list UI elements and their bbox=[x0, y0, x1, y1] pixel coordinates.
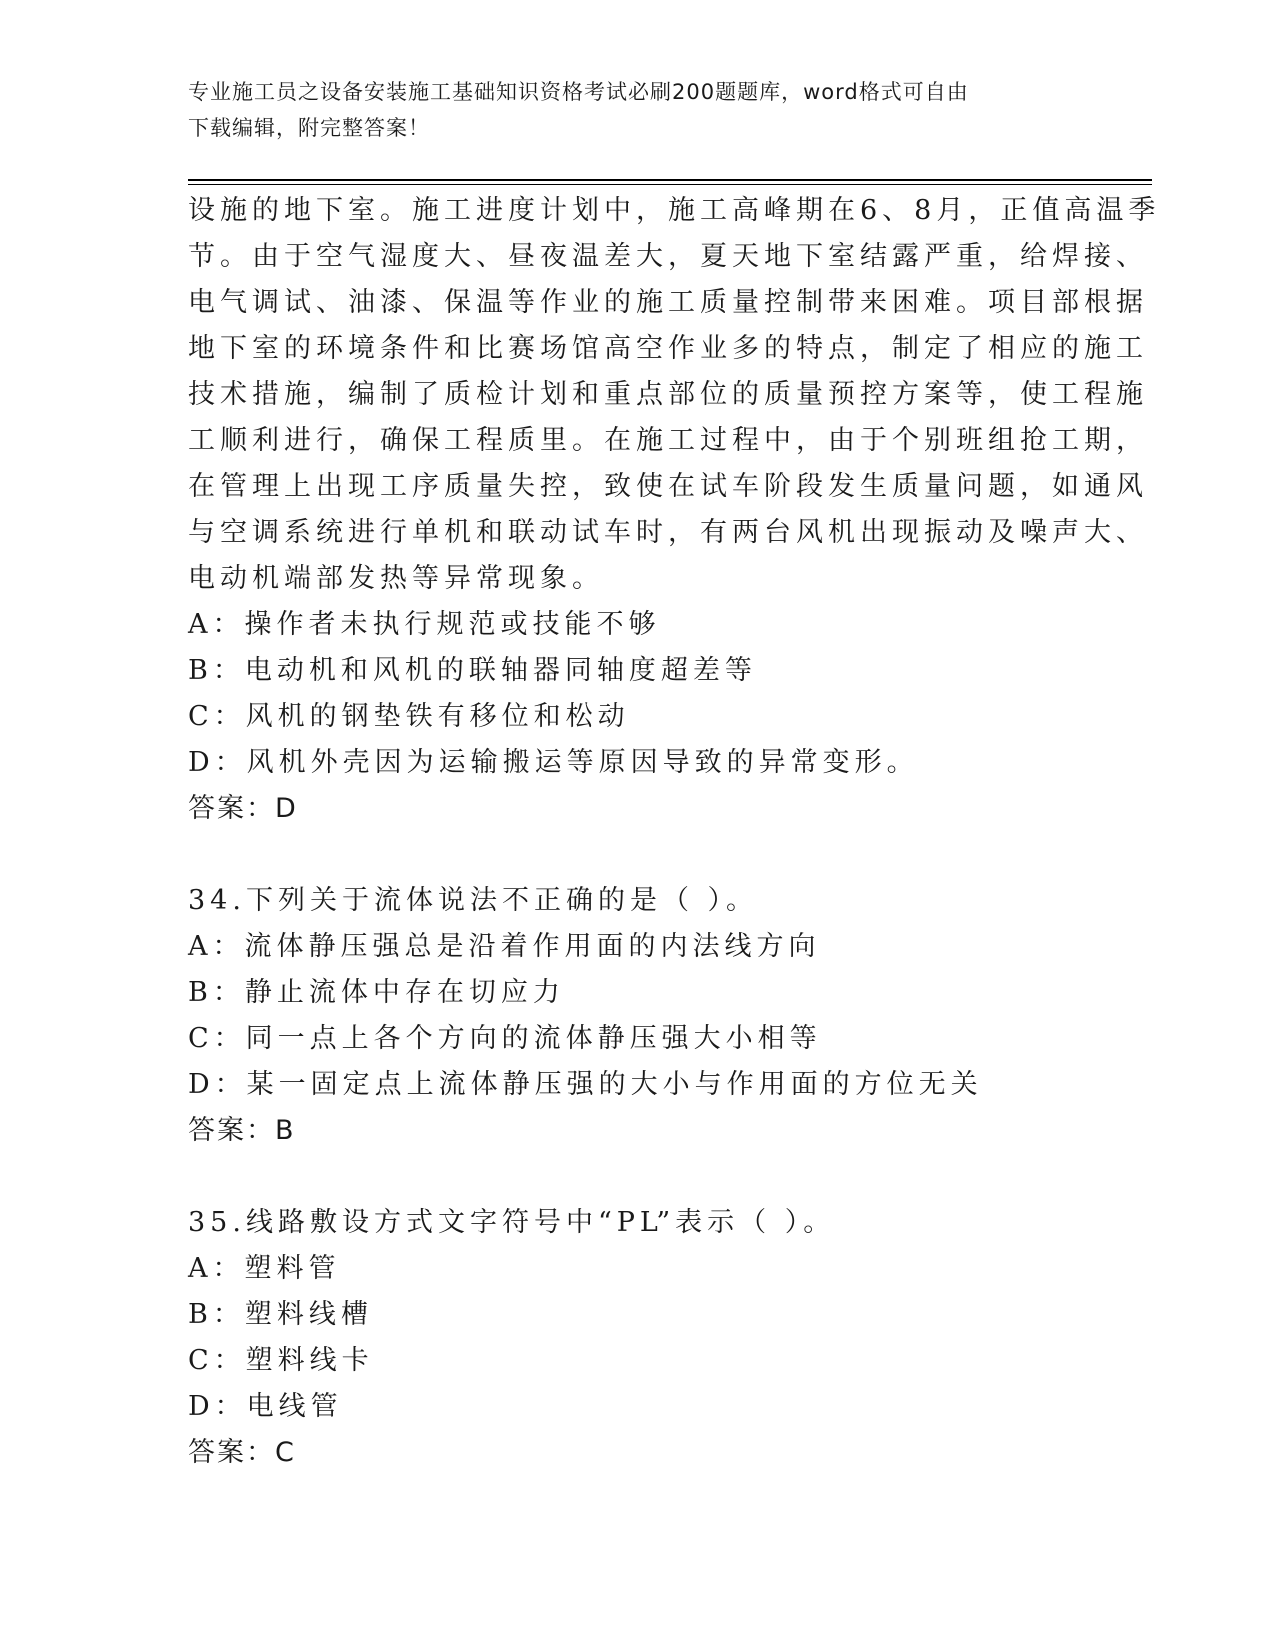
header-line-2: 下载编辑，附完整答案！ bbox=[188, 116, 430, 140]
question-stem-line: 节。由于空气湿度大、昼夜温差大，夏天地下室结露严重，给焊接、 bbox=[188, 241, 1148, 272]
option-c: C：风机的钢垫铁有移位和松动 bbox=[188, 701, 630, 732]
question-stem-line: 与空调系统进行单机和联动试车时，有两台风机出现振动及噪声大、 bbox=[188, 517, 1148, 548]
question-gap bbox=[188, 1154, 1088, 1200]
option-d: D：某一固定点上流体静压强的大小与作用面的方位无关 bbox=[188, 1069, 983, 1100]
question-stem-line: 电气调试、油漆、保温等作业的施工质量控制带来困难。项目部根据 bbox=[188, 287, 1148, 318]
document-header bbox=[188, 74, 1078, 146]
option-b: B：塑料线槽 bbox=[188, 1299, 373, 1330]
header-rule-thin bbox=[188, 184, 1152, 185]
answer: 答案：C bbox=[188, 1437, 296, 1468]
answer: 答案：B bbox=[188, 1115, 296, 1146]
option-b: B：静止流体中存在切应力 bbox=[188, 977, 565, 1008]
answer: 答案：D bbox=[188, 793, 298, 824]
question-stem-line: 工顺利进行，确保工程质里。在施工过程中，由于个别班组抢工期， bbox=[188, 425, 1148, 456]
question-stem-line: 地下室的环境条件和比赛场馆高空作业多的特点，制定了相应的施工 bbox=[188, 333, 1148, 364]
option-d: D：电线管 bbox=[188, 1391, 343, 1422]
question-stem: 35.线路敷设方式文字符号中“PL”表示（ ）。 bbox=[188, 1207, 836, 1238]
option-d: D：风机外壳因为运输搬运等原因导致的异常变形。 bbox=[188, 747, 919, 778]
question-stem-line: 技术措施，编制了质检计划和重点部位的质量预控方案等，使工程施 bbox=[188, 379, 1148, 410]
header-line-1: 专业施工员之设备安装施工基础知识资格考试必刷200题题库，word格式可自由 bbox=[188, 80, 969, 104]
question-stem-line: 电动机端部发热等异常现象。 bbox=[188, 563, 604, 594]
question-stem: 34.下列关于流体说法不正确的是（ ）。 bbox=[188, 885, 759, 916]
document-body bbox=[188, 188, 1161, 1476]
question-35 bbox=[188, 1200, 1088, 1476]
question-stem-line: 在管理上出现工序质量失控，致使在试车阶段发生质量问题，如通风 bbox=[188, 471, 1148, 502]
question-33 bbox=[188, 188, 1161, 832]
question-stem-line: 设施的地下室。施工进度计划中，施工高峰期在6、8月，正值高温季 bbox=[188, 195, 1161, 226]
option-a: A：塑料管 bbox=[188, 1253, 341, 1284]
question-gap bbox=[188, 832, 1088, 878]
question-34 bbox=[188, 878, 1088, 1154]
option-a: A：操作者未执行规范或技能不够 bbox=[188, 609, 661, 640]
option-a: A：流体静压强总是沿着作用面的内法线方向 bbox=[188, 931, 821, 962]
option-c: C：塑料线卡 bbox=[188, 1345, 374, 1376]
option-b: B：电动机和风机的联轴器同轴度超差等 bbox=[188, 655, 757, 686]
option-c: C：同一点上各个方向的流体静压强大小相等 bbox=[188, 1023, 822, 1054]
header-rule-thick bbox=[188, 179, 1152, 181]
